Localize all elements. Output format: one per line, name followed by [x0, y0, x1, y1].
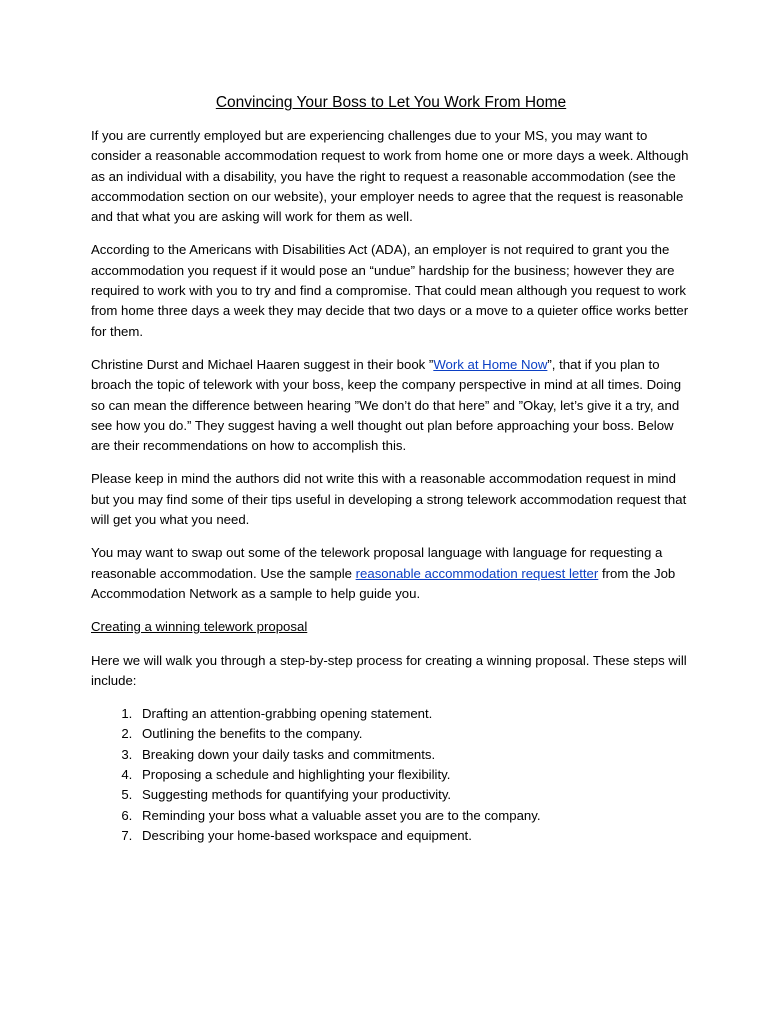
paragraph-authors-note: Please keep in mind the authors did not write this with a reasonable accommodation request in mind but you may find some of their tips useful in developing a strong telework accommodation request that will get you what you need.	[91, 471, 687, 528]
paragraph-book-text-before: Christine Durst and Michael Haaren suggest in their book ”	[91, 356, 434, 372]
paragraph-sample-text-after: from the Job Accommodation Network as a sample to help guide you.	[91, 565, 676, 601]
list-item: 6. Reminding your boss what a valuable asset you are to the company.	[136, 806, 691, 826]
section-heading: Creating a winning telework proposal	[91, 619, 308, 635]
paragraph-intro: If you are currently employed but are experiencing challenges due to your MS, you may want to consider a reasonable accommodation request to work from home one or more days a week. Although as an individual with a disability, you have the right to request a reasonable accommodation (see the accommodation section on our website), your employer needs to agree that the request is reasonable and that what you are asking will work for them as well.	[91, 128, 689, 225]
accommodation-letter-link[interactable]: reasonable accommodation request letter	[355, 565, 599, 581]
list-item: 4. Proposing a schedule and highlighting your flexibility.	[136, 765, 691, 785]
paragraph-steps-intro: Here we will walk you through a step-by-step process for creating a winning proposal. These steps will include:	[91, 652, 687, 688]
list-item: 1. Drafting an attention-grabbing opening statement.	[136, 704, 691, 724]
document-page	[91, 92, 691, 846]
document-title: Convincing Your Boss to Let You Work From Home	[215, 94, 567, 111]
work-at-home-now-link[interactable]: Work at Home Now	[433, 356, 548, 372]
paragraph-sample-text-before: You may want to swap out some of the telework proposal language with language for requesting a reasonable accommodation. Use the sample	[91, 545, 663, 581]
paragraph-book	[91, 355, 691, 456]
list-item: 2. Outlining the benefits to the company.	[136, 724, 691, 744]
paragraph-ada: According to the Americans with Disabilities Act (ADA), an employer is not required to grant you the accommodation you request if it would pose an “undue” hardship for the business; however they are required to work with you to try and find a compromise. That could mean although you request to work from home three days a week they may decide that two days or a move to a quieter office works better for them.	[91, 242, 689, 339]
list-item: 7. Describing your home-based workspace and equipment.	[136, 826, 691, 846]
paragraph-book-text-after: ”, that if you plan to broach the topic of telework with your boss, keep the company perspective in mind at all times. Doing so can mean the difference between hearing ”We don’t do that here” and ”Okay, let’s give it a try, and see how you do.” They suggest having a well thought out plan before approaching your boss. Below are their recommendations on how to accomplish this.	[91, 356, 682, 454]
paragraph-sample-letter	[91, 543, 691, 604]
steps-list	[91, 704, 691, 846]
list-item: 3. Breaking down your daily tasks and commitments.	[136, 745, 691, 765]
list-item: 5. Suggesting methods for quantifying your productivity.	[136, 785, 691, 805]
